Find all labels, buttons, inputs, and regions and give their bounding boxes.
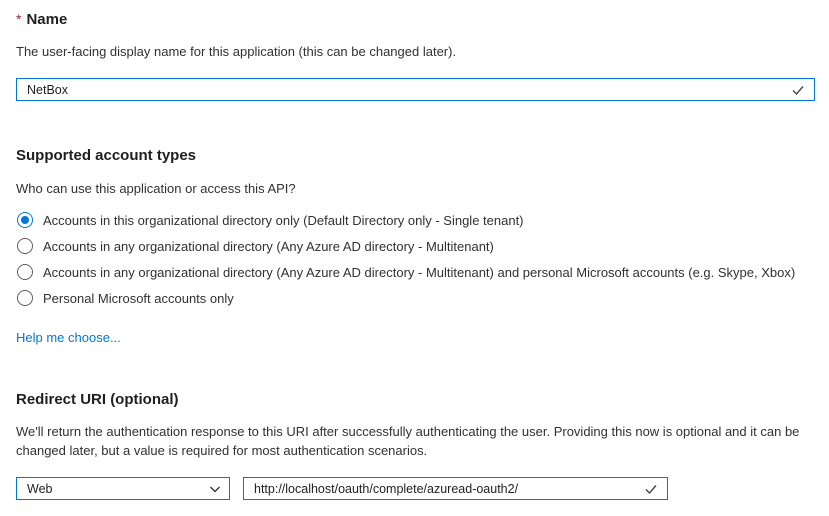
platform-select[interactable] — [16, 477, 230, 500]
supported-account-types-title: Supported account types — [16, 147, 197, 164]
name-description: The user-facing display name for this application (this can be changed later). — [16, 44, 457, 59]
checkmark-icon — [791, 83, 805, 97]
app-name-input[interactable] — [19, 79, 791, 100]
radio-button-icon[interactable] — [17, 212, 33, 228]
radio-option-label: Accounts in any organizational directory (Any Azure AD directory - Multitenant) and personal Microsoft accounts (e.g. Skype, Xbox) — [43, 264, 796, 280]
radio-button-icon[interactable] — [17, 238, 33, 254]
name-field-label — [16, 11, 815, 28]
redirect-uri-title: Redirect URI (optional) — [16, 391, 179, 408]
radio-option-single-tenant[interactable] — [16, 207, 815, 233]
radio-button-icon[interactable] — [17, 264, 33, 280]
checkmark-icon — [644, 482, 658, 496]
account-types-radio-group — [16, 207, 815, 311]
chevron-down-icon — [209, 483, 221, 495]
radio-button-icon[interactable] — [17, 290, 33, 306]
redirect-uri-controls — [16, 477, 815, 500]
radio-option-label: Personal Microsoft accounts only — [43, 290, 234, 306]
redirect-uri-input[interactable] — [246, 478, 644, 499]
name-label-text: Name — [26, 11, 68, 28]
radio-option-label: Accounts in any organizational directory (Any Azure AD directory - Multitenant) — [43, 238, 494, 254]
required-marker: * — [16, 11, 22, 27]
redirect-uri-description: We'll return the authentication response to this URI after successfully authenticating the user. Providing this now is optional and it can be changed later, but a value is required for most authentication scenarios. — [16, 424, 800, 458]
platform-select-value: Web — [27, 481, 53, 496]
radio-option-label: Accounts in this organizational directory only (Default Directory only - Single tenant) — [43, 212, 524, 228]
radio-option-multitenant[interactable] — [16, 233, 815, 259]
radio-option-multitenant-personal[interactable] — [16, 259, 815, 285]
account-types-question: Who can use this application or access this API? — [16, 181, 296, 196]
radio-option-personal-only[interactable] — [16, 285, 815, 311]
redirect-uri-field — [243, 477, 668, 500]
help-me-choose-link[interactable]: Help me choose... — [16, 330, 121, 345]
app-name-field — [16, 78, 815, 101]
